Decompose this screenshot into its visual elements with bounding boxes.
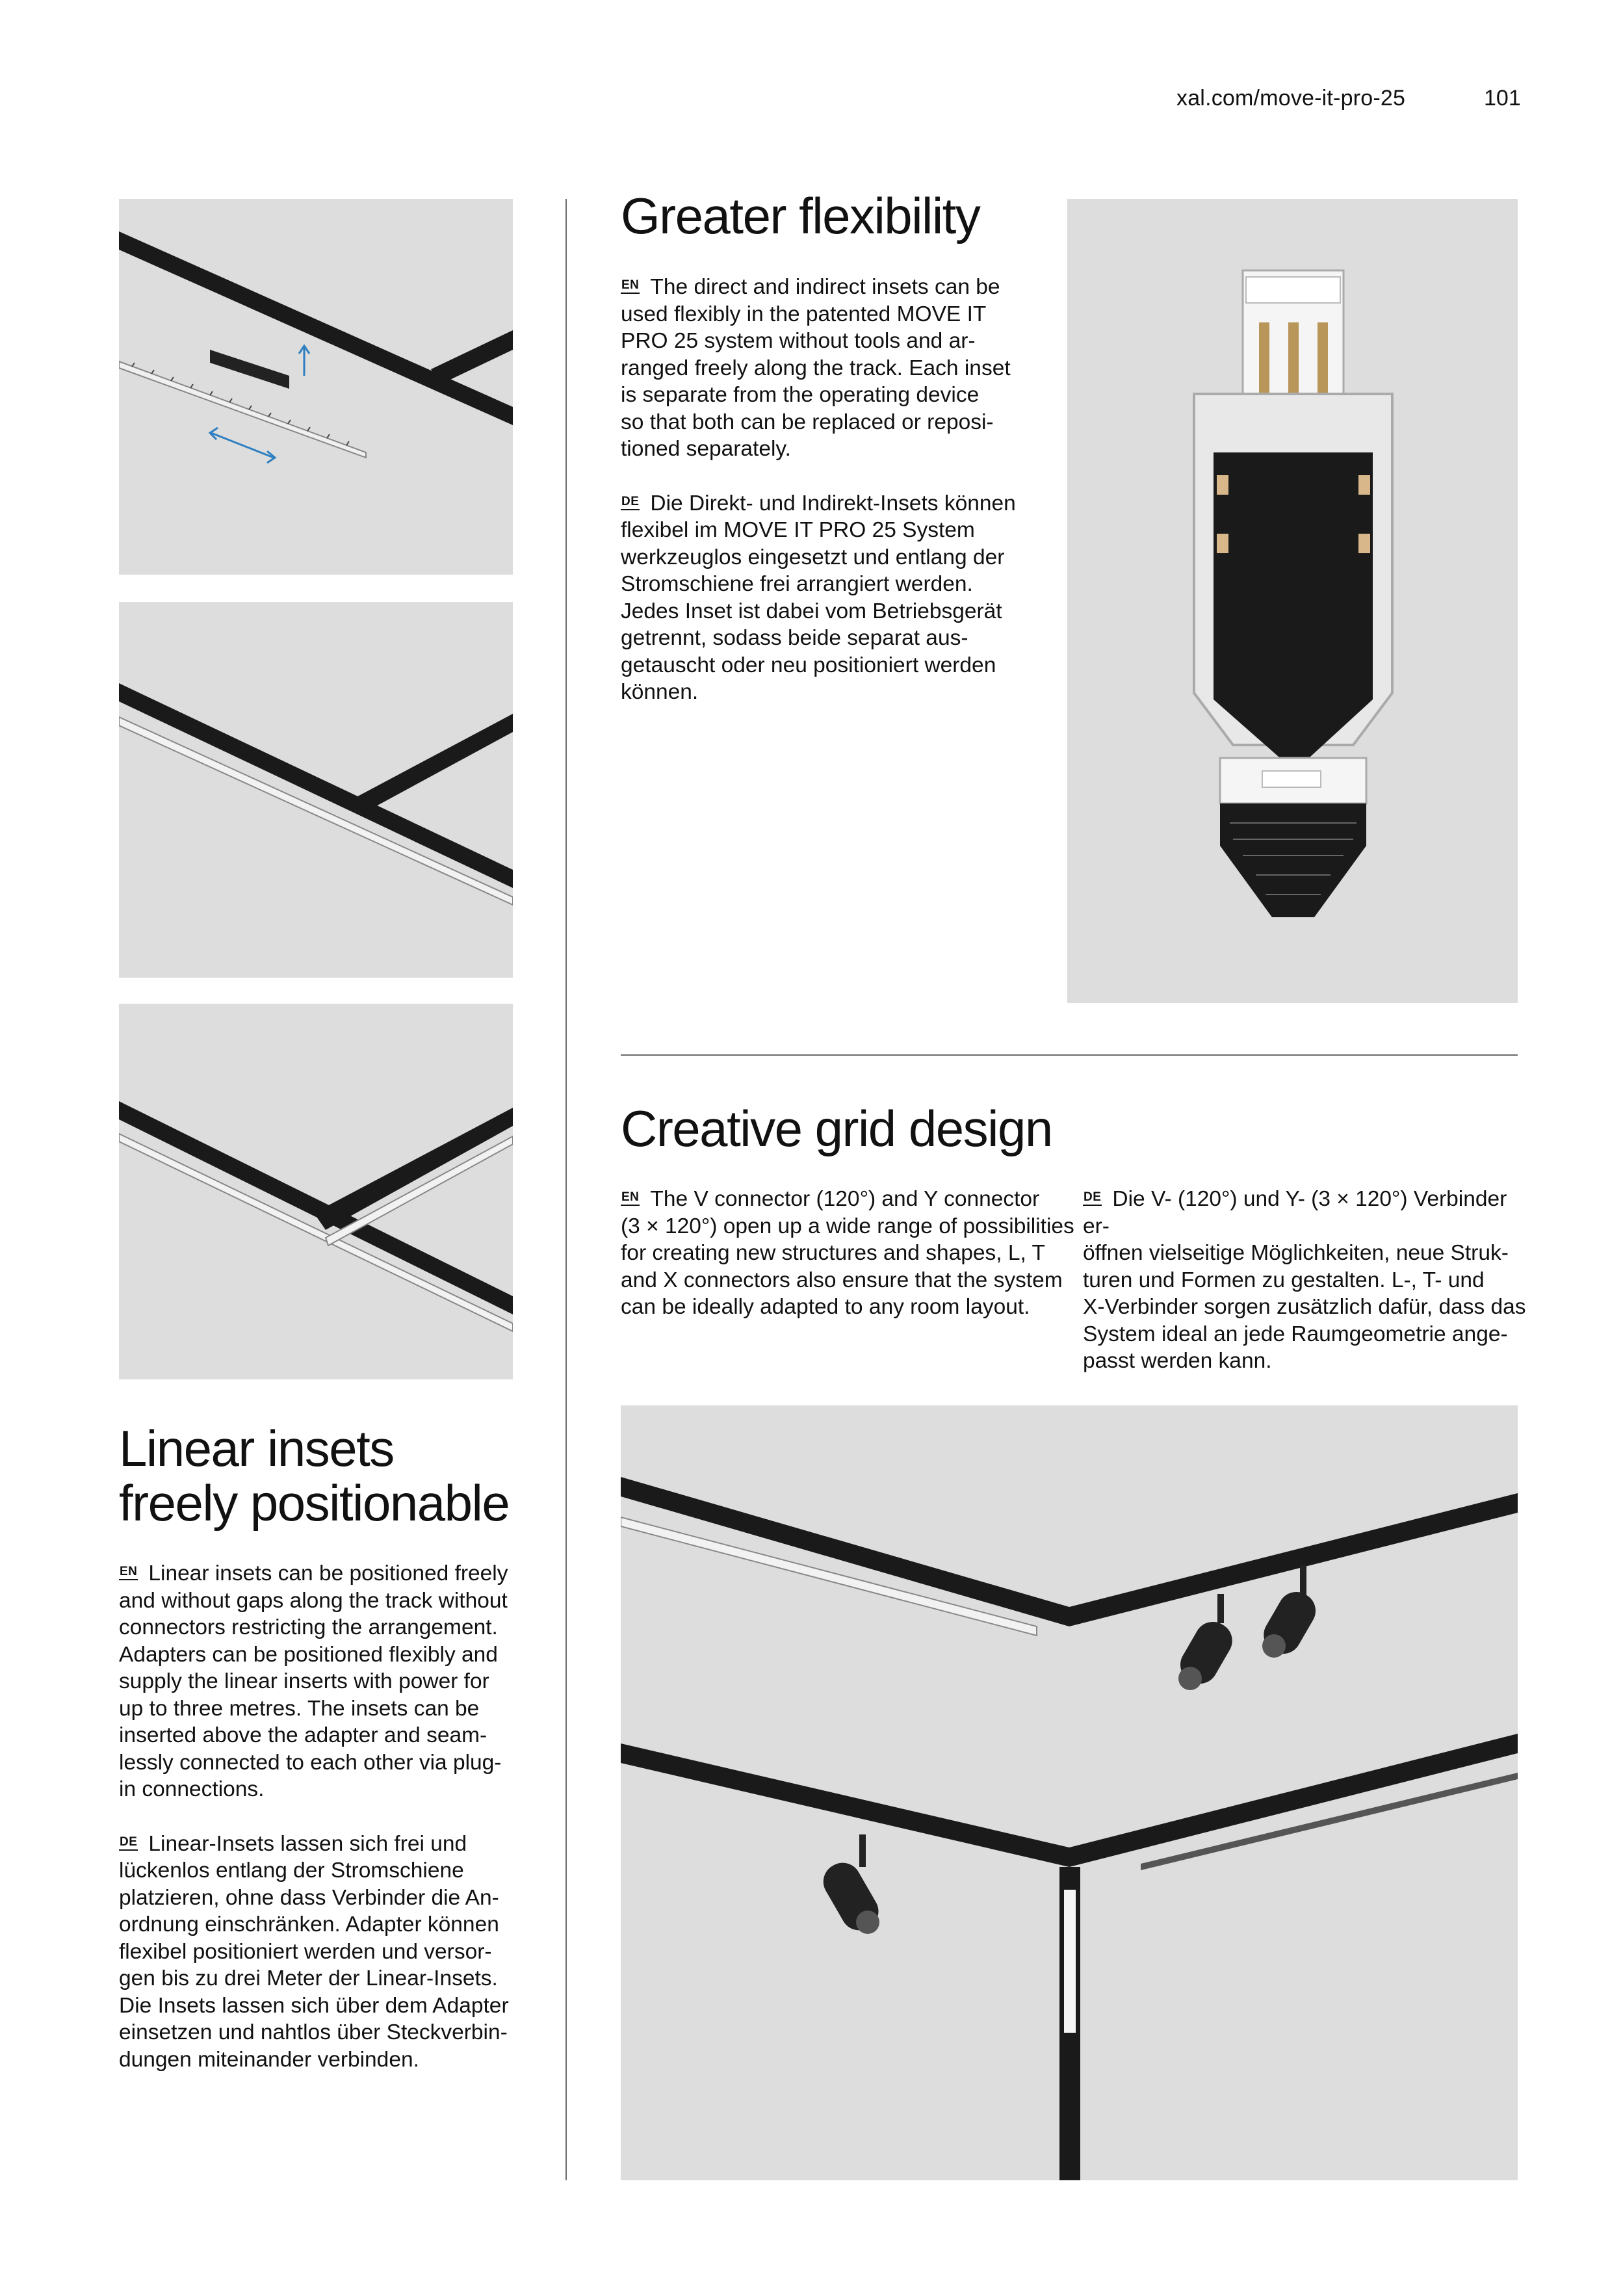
text-flexibility: [621, 274, 1076, 733]
heading-linear-insets: Linear insets freely positionable: [119, 1420, 510, 1532]
paragraph-flexibility-en: EN The direct and indirect insets can be used flexibly in the patented MOVE IT PRO 25 system without tools and ar- ranged freely along the track. Each inset is separate from the operating device so that both can be replaced or reposi- tioned separately.: [621, 275, 1011, 461]
lang-tag-de: DE: [1083, 1191, 1102, 1206]
paragraph-grid-en: EN The V connector (120°) and Y connector (3 × 120°) open up a wide range of possibilities for creating new structures and shapes, L, T and X connectors also ensure that the system can be ideally adapted to any room layout.: [621, 1187, 1074, 1319]
lang-tag-de: DE: [119, 1836, 138, 1851]
photo-t-junction: [119, 602, 513, 978]
paragraph-linear-de: DE Linear-Insets lassen sich frei und lückenlos entlang der Stromschiene platzieren, ohne dass Verbinder die An- ordnung einschränken. Adapter können flexibel positioniert werden und versor- gen bis zu drei Meter der Linear-Insets. Die Insets lassen sich über dem Adapter einsetzen und nahtlos über Steckverbin- dungen miteinander verbinden.: [119, 1831, 509, 2072]
lang-tag-en: EN: [621, 1191, 640, 1206]
paragraph-flexibility-de: DE Die Direkt- und Indirekt-Insets können flexibel im MOVE IT PRO 25 System werkzeuglos eingesetzt und entlang der Stromschiene frei arrangiert werden. Jedes Inset ist dabei vom Betriebsgerät getrennt, sodass beide separat aus- getauscht oder neu positioniert werden können.: [621, 491, 1016, 704]
photo-grid-spotlights: [621, 1405, 1518, 2180]
paragraph-linear-en: EN Linear insets can be positioned freely and without gaps along the track without connectors restricting the arrangement. Adapters can be positioned flexibly and supply the linear inserts with power for up to three metres. The insets can be inserted above the adapter and seam- lessly connected to each other via plug- in connections.: [119, 1561, 508, 1801]
lang-tag-en: EN: [621, 279, 640, 294]
photo-track-cross-section: [1067, 199, 1518, 1003]
text-linear-insets: [119, 1560, 535, 2100]
horizontal-divider: [621, 1054, 1518, 1056]
paragraph-grid-de: DE Die V- (120°) und Y- (3 × 120°) Verbinder er- öffnen vielseitige Möglichkeiten, neue Struk- turen und Formen zu gestalten. L-, T- und X-Verbinder sorgen zusätzlich dafür, dass das System ideal an jede Raumgeometrie ange- passt werden kann.: [1083, 1187, 1526, 1373]
vertical-divider: [565, 199, 567, 2180]
photo-adapter-insertion: [119, 199, 513, 575]
heading-greater-flexibility: Greater flexibility: [621, 187, 980, 244]
heading-creative-grid-design: Creative grid design: [621, 1100, 1052, 1157]
page-number: 101: [1484, 86, 1521, 111]
header-url[interactable]: xal.com/move-it-pro-25: [1176, 86, 1406, 111]
photo-x-junction: [119, 1004, 513, 1379]
lang-tag-en: EN: [119, 1565, 138, 1580]
lang-tag-de: DE: [621, 495, 640, 510]
